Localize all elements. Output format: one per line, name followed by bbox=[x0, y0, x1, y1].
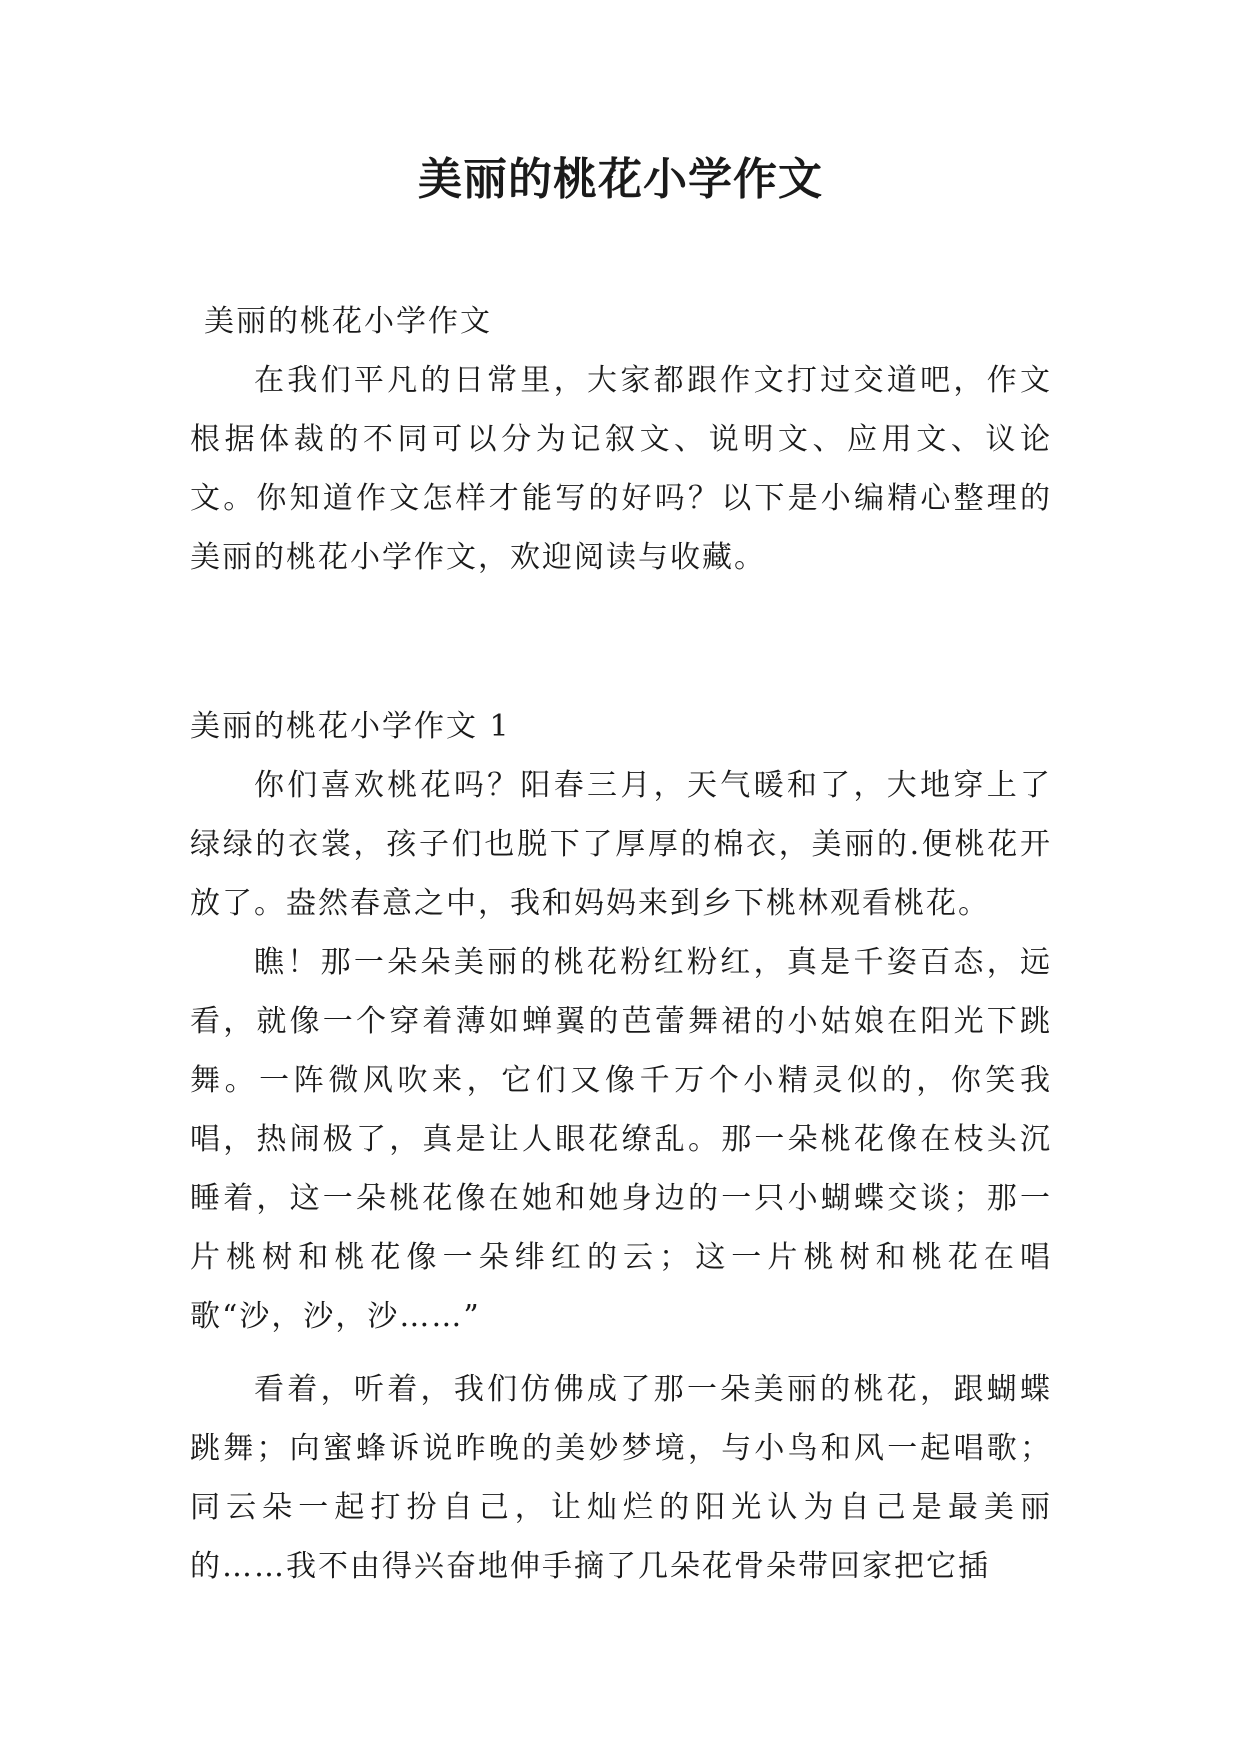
intro-section bbox=[190, 292, 1052, 587]
document-title: 美丽的桃花小学作文 bbox=[418, 154, 823, 205]
intro-heading: 美丽的桃花小学作文 bbox=[204, 304, 492, 339]
essay-paragraph: 你们喜欢桃花吗？阳春三月，天气暖和了，大地穿上了绿绿的衣裳，孩子们也脱下了厚厚的棉衣，美丽的.便桃花开放了。盎然春意之中，我和妈妈来到乡下桃林观看桃花。 bbox=[190, 768, 1052, 921]
essay-heading: 美丽的桃花小学作文 1 bbox=[190, 709, 511, 744]
essay-paragraph: 看着，听着，我们仿佛成了那一朵美丽的桃花，跟蝴蝶跳舞；向蜜蜂诉说昨晚的美妙梦境，与小鸟和风一起唱歌；同云朵一起打扮自己，让灿烂的阳光认为自己是最美丽的……我不由得兴奋地伸手摘了几朵花骨朵带回家把它插 bbox=[190, 1372, 1052, 1584]
essay-paragraph: 瞧！那一朵朵美丽的桃花粉红粉红，真是千姿百态，远看，就像一个穿着薄如蝉翼的芭蕾舞裙的小姑娘在阳光下跳舞。一阵微风吹来，它们又像千万个小精灵似的，你笑我唱，热闹极了，真是让人眼花缭乱。那一朵桃花像在枝头沉睡着，这一朵桃花像在她和她身边的一只小蝴蝶交谈；那一片桃树和桃花像一朵绯红的云；这一片桃树和桃花在唱歌“沙，沙，沙……” bbox=[190, 945, 1052, 1334]
essay-section bbox=[190, 697, 1052, 1596]
intro-paragraph: 在我们平凡的日常里，大家都跟作文打过交道吧，作文根据体裁的不同可以分为记叙文、说明文、应用文、议论文。你知道作文怎样才能写的好吗？以下是小编精心整理的美丽的桃花小学作文，欢迎阅读与收藏。 bbox=[190, 363, 1052, 575]
